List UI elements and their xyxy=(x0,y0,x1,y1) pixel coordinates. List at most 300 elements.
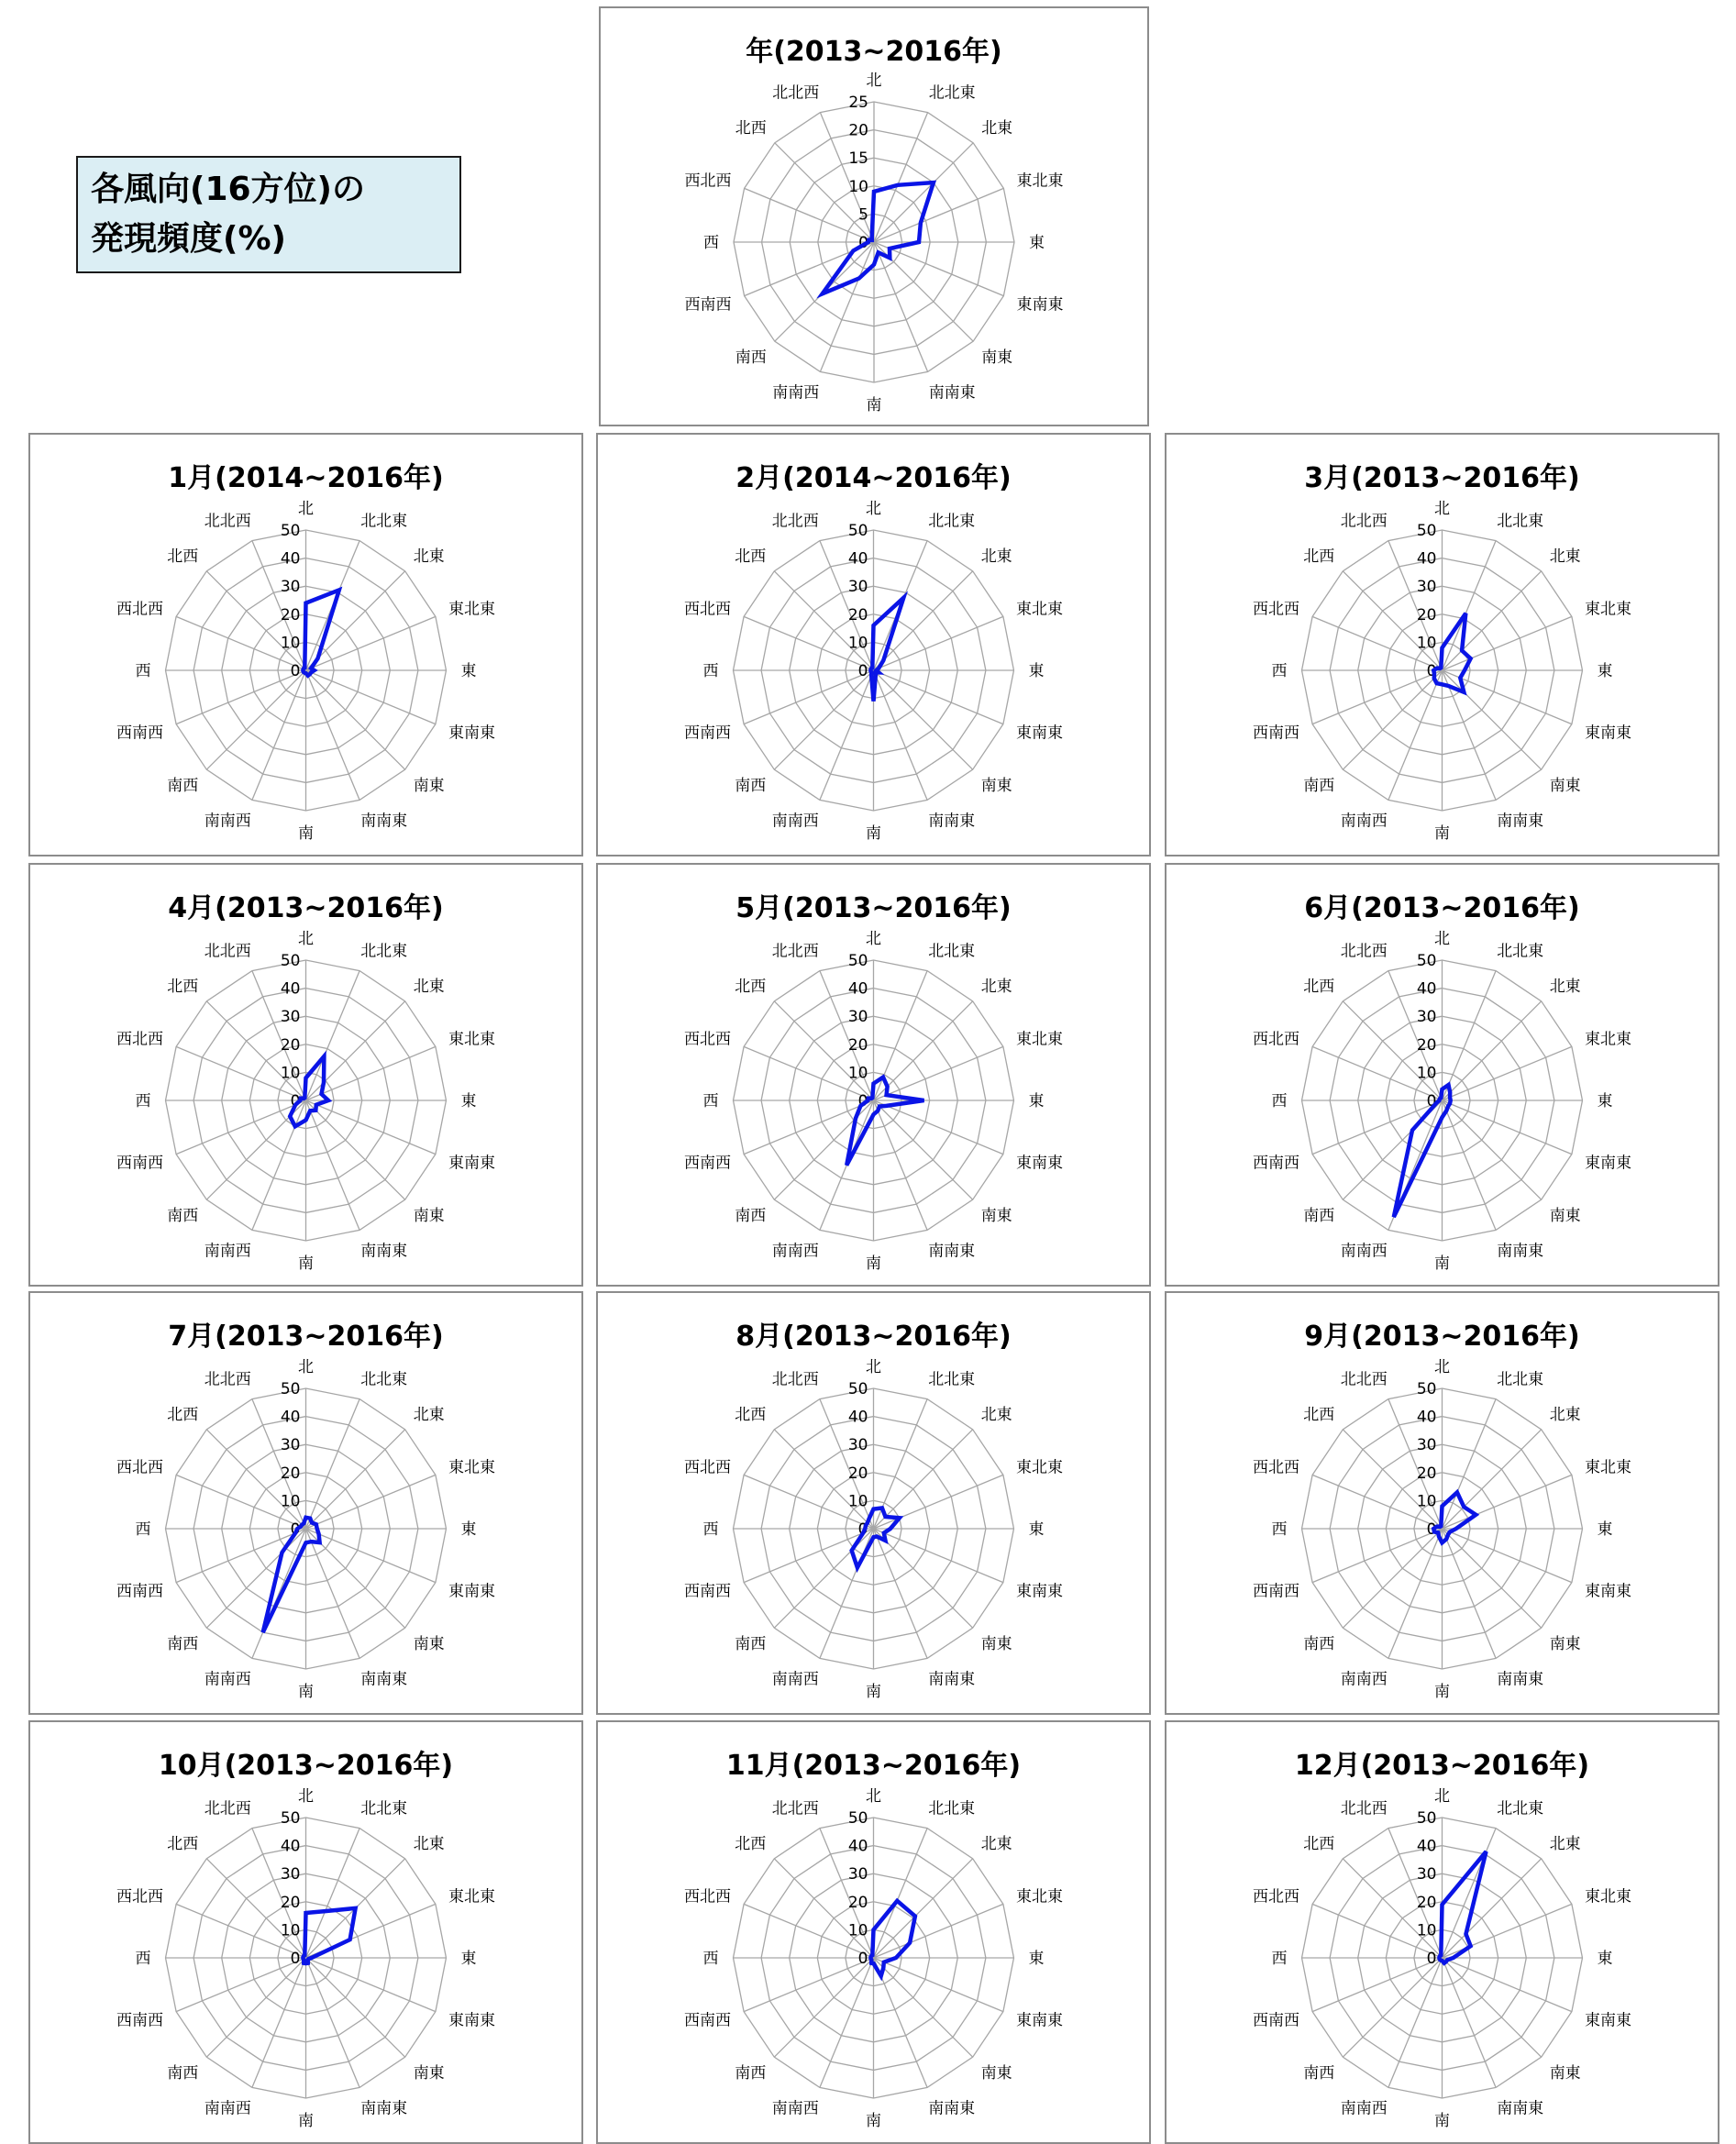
grid-spoke xyxy=(874,1859,973,1958)
direction-label: 東北東 xyxy=(1585,600,1631,618)
direction-label: 北東 xyxy=(414,1406,445,1424)
direction-label: 南西 xyxy=(167,777,198,795)
direction-label: 西北西 xyxy=(116,600,163,618)
direction-label: 東南東 xyxy=(1585,1155,1631,1173)
grid-spoke xyxy=(874,670,973,769)
tick-label: 30 xyxy=(281,1008,301,1026)
direction-label: 南南東 xyxy=(360,1671,407,1689)
direction-label: 西南西 xyxy=(684,1155,731,1173)
tick-label: 30 xyxy=(848,578,868,596)
chart-title: 6月(2013~2016年) xyxy=(1167,885,1718,925)
direction-label: 東北東 xyxy=(1016,1030,1063,1048)
direction-label: 南南東 xyxy=(1497,1671,1543,1689)
direction-label: 北西 xyxy=(1303,1406,1334,1424)
direction-label: 北 xyxy=(1434,500,1450,518)
tick-label: 0 xyxy=(1427,662,1437,680)
legend-line-1: 各風向(16方位)の xyxy=(91,165,447,215)
direction-label: 南西 xyxy=(1303,1635,1334,1653)
direction-label: 北東 xyxy=(981,978,1012,996)
direction-label: 北 xyxy=(866,1358,881,1376)
direction-label: 北 xyxy=(1434,930,1450,948)
tick-label: 10 xyxy=(848,1492,868,1510)
direction-label: 東北東 xyxy=(1585,1030,1631,1048)
direction-label: 北北東 xyxy=(1497,943,1543,961)
direction-label: 西南西 xyxy=(1253,724,1299,743)
chart-panel-month-7 xyxy=(28,1291,583,1715)
chart-title: 7月(2013~2016年) xyxy=(30,1313,581,1354)
direction-label: 東北東 xyxy=(448,600,495,618)
direction-label: 南南西 xyxy=(1341,1243,1388,1261)
direction-label: 南 xyxy=(1434,1254,1450,1273)
direction-label: 西 xyxy=(703,1520,719,1539)
direction-label: 南東 xyxy=(1550,1635,1581,1653)
direction-label: 北西 xyxy=(167,547,198,566)
direction-label: 東 xyxy=(461,1520,477,1539)
tick-label: 50 xyxy=(1417,522,1437,540)
direction-label: 東南東 xyxy=(448,724,495,743)
radar-chart xyxy=(30,1293,581,1713)
direction-label: 北北東 xyxy=(928,1371,975,1389)
direction-label: 北西 xyxy=(735,978,766,996)
tick-label: 20 xyxy=(281,1464,301,1483)
chart-title: 11月(2013~2016年) xyxy=(598,1742,1149,1783)
tick-label: 40 xyxy=(848,980,868,999)
direction-label: 南南西 xyxy=(1341,2100,1388,2118)
tick-label: 40 xyxy=(281,550,301,569)
direction-label: 北東 xyxy=(981,547,1012,566)
grid-spoke xyxy=(306,1958,405,2057)
tick-label: 0 xyxy=(858,1520,868,1539)
chart-title: 12月(2013~2016年) xyxy=(1167,1742,1718,1783)
direction-label: 南南西 xyxy=(772,812,819,831)
direction-label: 南南東 xyxy=(928,1243,975,1261)
tick-label: 30 xyxy=(281,578,301,596)
direction-label: 南南西 xyxy=(205,812,251,831)
radar-chart xyxy=(598,1293,1149,1713)
grid-spoke xyxy=(1443,571,1542,670)
direction-label: 南南東 xyxy=(928,812,975,831)
tick-label: 20 xyxy=(848,1894,868,1912)
direction-label: 西南西 xyxy=(684,2012,731,2030)
direction-label: 南南東 xyxy=(928,1671,975,1689)
tick-label: 30 xyxy=(848,1436,868,1454)
direction-label: 西南西 xyxy=(116,1155,163,1173)
direction-label: 南東 xyxy=(1550,1207,1581,1225)
direction-label: 北西 xyxy=(1303,1835,1334,1853)
direction-label: 南東 xyxy=(1550,777,1581,795)
direction-label: 北東 xyxy=(1550,547,1581,566)
direction-label: 北北東 xyxy=(929,84,976,103)
tick-label: 10 xyxy=(848,634,868,652)
tick-label: 40 xyxy=(1417,1838,1437,1856)
direction-label: 北 xyxy=(866,930,881,948)
direction-label: 北 xyxy=(866,1787,881,1806)
direction-label: 北北東 xyxy=(1497,513,1543,531)
direction-label: 北 xyxy=(867,72,882,90)
direction-label: 北北東 xyxy=(360,1800,407,1818)
tick-label: 20 xyxy=(848,122,868,140)
direction-label: 南南西 xyxy=(1341,812,1388,831)
direction-label: 南南西 xyxy=(772,1671,819,1689)
direction-label: 南東 xyxy=(981,777,1012,795)
direction-label: 東南東 xyxy=(1585,1583,1631,1601)
direction-label: 西北西 xyxy=(1253,1030,1299,1048)
tick-label: 0 xyxy=(858,1092,868,1111)
radar-chart xyxy=(1167,1722,1718,2142)
direction-label: 南南西 xyxy=(772,1243,819,1261)
direction-label: 東南東 xyxy=(448,1155,495,1173)
direction-label: 北北西 xyxy=(772,1371,819,1389)
tick-label: 50 xyxy=(848,952,868,970)
direction-label: 北北西 xyxy=(1341,1371,1388,1389)
direction-label: 南西 xyxy=(735,1207,766,1225)
direction-label: 北西 xyxy=(735,119,767,138)
direction-label: 東北東 xyxy=(1017,171,1064,190)
direction-label: 西南西 xyxy=(116,724,163,743)
direction-label: 南東 xyxy=(1550,2064,1581,2083)
tick-label: 50 xyxy=(848,522,868,540)
tick-label: 20 xyxy=(281,606,301,624)
direction-label: 北北東 xyxy=(1497,1371,1543,1389)
tick-label: 10 xyxy=(281,1921,301,1940)
direction-label: 北西 xyxy=(1303,978,1334,996)
series-line xyxy=(846,1078,923,1166)
direction-label: 北北西 xyxy=(205,1800,251,1818)
radar-chart xyxy=(30,1722,581,2142)
grid-spoke xyxy=(874,1100,973,1199)
chart-title: 3月(2013~2016年) xyxy=(1167,455,1718,495)
grid-spoke xyxy=(1343,1958,1442,2057)
grid-spoke xyxy=(774,1958,873,2057)
tick-label: 10 xyxy=(1417,634,1437,652)
direction-label: 南東 xyxy=(414,777,445,795)
tick-label: 50 xyxy=(281,1809,301,1828)
tick-label: 20 xyxy=(848,1464,868,1483)
chart-panel-month-9 xyxy=(1165,1291,1719,1715)
grid-spoke xyxy=(874,143,973,242)
direction-label: 南西 xyxy=(167,1635,198,1653)
tick-label: 10 xyxy=(281,634,301,652)
direction-label: 東北東 xyxy=(1585,1887,1631,1906)
tick-label: 15 xyxy=(848,149,868,168)
radar-chart xyxy=(601,8,1147,425)
chart-panel-month-2 xyxy=(596,433,1151,856)
direction-label: 東 xyxy=(461,662,477,680)
direction-label: 北東 xyxy=(414,978,445,996)
direction-label: 北東 xyxy=(981,119,1012,138)
chart-title: 10月(2013~2016年) xyxy=(30,1742,581,1783)
tick-label: 40 xyxy=(281,1838,301,1856)
tick-label: 50 xyxy=(1417,1809,1437,1828)
radar-chart xyxy=(30,435,581,855)
direction-label: 西北西 xyxy=(1253,600,1299,618)
legend-line-2: 発現頻度(%) xyxy=(91,215,447,264)
direction-label: 北北東 xyxy=(360,1371,407,1389)
direction-label: 東北東 xyxy=(1016,600,1063,618)
chart-panel-month-1 xyxy=(28,433,583,856)
direction-label: 西 xyxy=(703,1950,719,1968)
direction-label: 南西 xyxy=(735,1635,766,1653)
direction-label: 東 xyxy=(1598,1520,1613,1539)
direction-label: 南東 xyxy=(414,1207,445,1225)
direction-label: 南南西 xyxy=(205,2100,251,2118)
direction-label: 西南西 xyxy=(685,296,732,315)
direction-label: 西北西 xyxy=(684,1458,731,1476)
direction-label: 東 xyxy=(461,1950,477,1968)
grid-spoke xyxy=(1443,1958,1542,2057)
tick-label: 20 xyxy=(848,1036,868,1055)
direction-label: 南 xyxy=(1434,2112,1450,2130)
tick-label: 20 xyxy=(281,1894,301,1912)
direction-label: 東 xyxy=(461,1092,477,1111)
direction-label: 東 xyxy=(1029,1520,1045,1539)
direction-label: 東北東 xyxy=(1016,1887,1063,1906)
direction-label: 南 xyxy=(866,2112,881,2130)
tick-label: 0 xyxy=(858,234,868,252)
direction-label: 南南東 xyxy=(360,1243,407,1261)
tick-label: 40 xyxy=(848,1838,868,1856)
tick-label: 10 xyxy=(1417,1492,1437,1510)
direction-label: 南 xyxy=(866,1683,881,1701)
direction-label: 北 xyxy=(298,1787,314,1806)
tick-label: 30 xyxy=(1417,1865,1437,1884)
direction-label: 西 xyxy=(1272,1092,1288,1111)
direction-label: 北北西 xyxy=(772,84,819,103)
direction-label: 東北東 xyxy=(448,1030,495,1048)
radar-chart xyxy=(598,1722,1149,2142)
direction-label: 北北東 xyxy=(360,943,407,961)
grid-spoke xyxy=(774,670,873,769)
direction-label: 南 xyxy=(866,1254,881,1273)
tick-label: 40 xyxy=(281,980,301,999)
series-line xyxy=(1433,1492,1476,1542)
direction-label: 西 xyxy=(136,1092,151,1111)
direction-label: 西 xyxy=(703,1092,719,1111)
tick-label: 20 xyxy=(1417,1036,1437,1055)
direction-label: 北北東 xyxy=(360,513,407,531)
direction-label: 北西 xyxy=(735,1835,766,1853)
direction-label: 西 xyxy=(1272,1950,1288,1968)
direction-label: 南 xyxy=(867,396,882,414)
tick-label: 30 xyxy=(848,1865,868,1884)
direction-label: 南西 xyxy=(167,1207,198,1225)
grid-spoke xyxy=(874,1958,973,2057)
direction-label: 北西 xyxy=(167,978,198,996)
direction-label: 東南東 xyxy=(1016,1583,1063,1601)
tick-label: 25 xyxy=(848,94,868,112)
grid-spoke xyxy=(1443,1529,1542,1628)
direction-label: 東北東 xyxy=(1585,1458,1631,1476)
direction-label: 南東 xyxy=(981,2064,1012,2083)
grid-spoke xyxy=(1443,1430,1542,1529)
direction-label: 北北西 xyxy=(772,943,819,961)
tick-label: 30 xyxy=(848,1008,868,1026)
direction-label: 西北西 xyxy=(116,1030,163,1048)
direction-label: 西北西 xyxy=(116,1887,163,1906)
direction-label: 東南東 xyxy=(1016,2012,1063,2030)
chart-title: 8月(2013~2016年) xyxy=(598,1313,1149,1354)
tick-label: 5 xyxy=(858,205,868,224)
direction-label: 北北西 xyxy=(772,1800,819,1818)
direction-label: 東南東 xyxy=(1017,296,1064,315)
direction-label: 西南西 xyxy=(684,724,731,743)
chart-panel-month-8 xyxy=(596,1291,1151,1715)
tick-label: 20 xyxy=(848,606,868,624)
direction-label: 南西 xyxy=(167,2064,198,2083)
direction-label: 東南東 xyxy=(1016,724,1063,743)
chart-title: 5月(2013~2016年) xyxy=(598,885,1149,925)
direction-label: 北北東 xyxy=(928,1800,975,1818)
tick-label: 40 xyxy=(848,550,868,569)
direction-label: 西南西 xyxy=(684,1583,731,1601)
tick-label: 0 xyxy=(858,1950,868,1968)
tick-label: 10 xyxy=(848,1064,868,1082)
direction-label: 西 xyxy=(703,234,719,252)
tick-label: 0 xyxy=(858,662,868,680)
series-line xyxy=(852,1508,900,1567)
direction-label: 南東 xyxy=(414,1635,445,1653)
direction-label: 北 xyxy=(298,1358,314,1376)
direction-label: 南 xyxy=(298,1254,314,1273)
direction-label: 東北東 xyxy=(448,1458,495,1476)
chart-panel-month-12 xyxy=(1165,1720,1719,2144)
direction-label: 南南西 xyxy=(205,1671,251,1689)
direction-label: 西北西 xyxy=(1253,1458,1299,1476)
direction-label: 北東 xyxy=(981,1835,1012,1853)
direction-label: 南 xyxy=(298,824,314,843)
direction-label: 西北西 xyxy=(685,171,732,190)
tick-label: 40 xyxy=(1417,550,1437,569)
tick-label: 30 xyxy=(281,1865,301,1884)
tick-label: 20 xyxy=(1417,1894,1437,1912)
tick-label: 10 xyxy=(1417,1921,1437,1940)
direction-label: 南 xyxy=(298,2112,314,2130)
direction-label: 北北西 xyxy=(1341,1800,1388,1818)
direction-label: 西 xyxy=(1272,662,1288,680)
direction-label: 北西 xyxy=(1303,547,1334,566)
chart-panel-month-10 xyxy=(28,1720,583,2144)
chart-title: 1月(2014~2016年) xyxy=(30,455,581,495)
direction-label: 東北東 xyxy=(1016,1458,1063,1476)
series-line xyxy=(870,598,903,702)
chart-title: 2月(2014~2016年) xyxy=(598,455,1149,495)
grid-spoke xyxy=(874,1430,973,1529)
direction-label: 西 xyxy=(136,1950,151,1968)
grid-spoke xyxy=(1343,1529,1442,1628)
direction-label: 南南西 xyxy=(772,384,819,403)
radar-chart xyxy=(1167,865,1718,1285)
direction-label: 西北西 xyxy=(116,1458,163,1476)
radar-chart xyxy=(598,865,1149,1285)
direction-label: 南南東 xyxy=(1497,812,1543,831)
direction-label: 南西 xyxy=(1303,777,1334,795)
direction-label: 西北西 xyxy=(1253,1887,1299,1906)
direction-label: 北東 xyxy=(1550,1835,1581,1853)
direction-label: 東 xyxy=(1598,1092,1613,1111)
direction-label: 北東 xyxy=(1550,978,1581,996)
tick-label: 40 xyxy=(1417,980,1437,999)
direction-label: 北西 xyxy=(167,1835,198,1853)
grid-spoke xyxy=(206,1958,305,2057)
direction-label: 西 xyxy=(703,662,719,680)
tick-label: 20 xyxy=(1417,1464,1437,1483)
radar-chart xyxy=(30,865,581,1285)
direction-label: 南東 xyxy=(981,1635,1012,1653)
grid-spoke xyxy=(306,1430,405,1529)
tick-label: 50 xyxy=(848,1380,868,1398)
direction-label: 南西 xyxy=(735,777,766,795)
direction-label: 南南東 xyxy=(1497,1243,1543,1261)
direction-label: 北 xyxy=(298,930,314,948)
tick-label: 30 xyxy=(1417,1008,1437,1026)
tick-label: 40 xyxy=(281,1409,301,1427)
direction-label: 北東 xyxy=(1550,1406,1581,1424)
chart-title: 4月(2013~2016年) xyxy=(30,885,581,925)
tick-label: 10 xyxy=(281,1064,301,1082)
direction-label: 北 xyxy=(298,500,314,518)
chart-panel-month-11 xyxy=(596,1720,1151,2144)
tick-label: 50 xyxy=(281,522,301,540)
grid-spoke xyxy=(1443,1859,1542,1958)
tick-label: 30 xyxy=(281,1436,301,1454)
tick-label: 10 xyxy=(848,178,868,196)
direction-label: 北 xyxy=(866,500,881,518)
tick-label: 50 xyxy=(848,1809,868,1828)
direction-label: 東南東 xyxy=(448,1583,495,1601)
direction-label: 南 xyxy=(1434,824,1450,843)
direction-label: 北北西 xyxy=(772,513,819,531)
radar-chart xyxy=(598,435,1149,855)
direction-label: 南西 xyxy=(735,348,767,367)
direction-label: 南西 xyxy=(1303,1207,1334,1225)
direction-label: 西 xyxy=(136,1520,151,1539)
direction-label: 東 xyxy=(1598,1950,1613,1968)
grid-spoke xyxy=(1443,1001,1542,1100)
direction-label: 北北西 xyxy=(205,513,251,531)
direction-label: 南東 xyxy=(414,2064,445,2083)
direction-label: 東 xyxy=(1029,1092,1045,1111)
direction-label: 北 xyxy=(1434,1358,1450,1376)
direction-label: 北北西 xyxy=(1341,943,1388,961)
direction-label: 西南西 xyxy=(1253,1155,1299,1173)
tick-label: 0 xyxy=(291,1520,301,1539)
tick-label: 50 xyxy=(281,1380,301,1398)
direction-label: 北北東 xyxy=(928,513,975,531)
direction-label: 南東 xyxy=(981,1207,1012,1225)
direction-label: 北西 xyxy=(735,1406,766,1424)
direction-label: 東南東 xyxy=(1585,724,1631,743)
tick-label: 10 xyxy=(281,1492,301,1510)
tick-label: 20 xyxy=(281,1036,301,1055)
chart-panel-month-5 xyxy=(596,863,1151,1287)
grid-spoke xyxy=(206,670,305,769)
tick-label: 10 xyxy=(848,1921,868,1940)
direction-label: 南 xyxy=(866,824,881,843)
direction-label: 東 xyxy=(1029,1950,1045,1968)
direction-label: 北東 xyxy=(414,547,445,566)
direction-label: 北東 xyxy=(981,1406,1012,1424)
direction-label: 北西 xyxy=(167,1406,198,1424)
radar-chart xyxy=(1167,435,1718,855)
direction-label: 南南東 xyxy=(928,2100,975,2118)
tick-label: 40 xyxy=(1417,1409,1437,1427)
direction-label: 西南西 xyxy=(1253,2012,1299,2030)
chart-panel-annual xyxy=(599,6,1149,426)
chart-title: 9月(2013~2016年) xyxy=(1167,1313,1718,1354)
grid-spoke xyxy=(874,571,973,670)
direction-label: 西 xyxy=(1272,1520,1288,1539)
direction-label: 北北西 xyxy=(205,943,251,961)
